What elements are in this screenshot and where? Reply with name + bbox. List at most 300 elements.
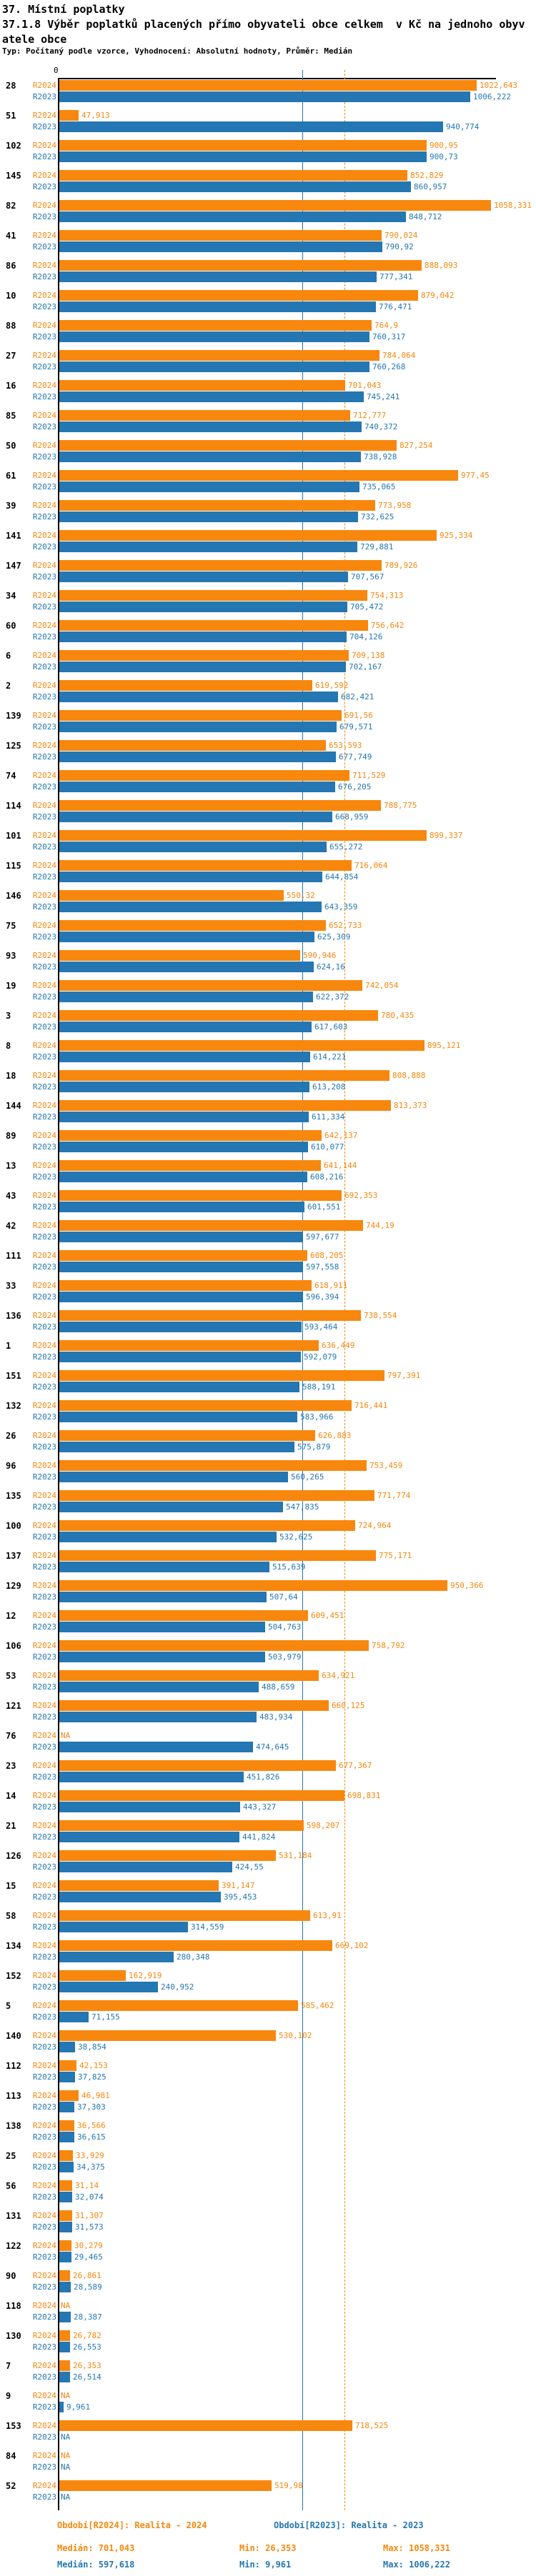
series-label-r2023: R2023 [32, 1832, 56, 1842]
value-label-r2024: 744,19 [366, 1221, 394, 1230]
bar-r2023 [59, 1802, 240, 1812]
series-label-r2024: R2024 [32, 471, 56, 480]
row-id-label: 82 [6, 201, 16, 211]
bar-r2024 [59, 1310, 361, 1321]
row-id-label: 58 [6, 1911, 16, 1921]
series-label-r2023: R2023 [32, 2012, 56, 2022]
row-id-label: 125 [6, 741, 21, 751]
series-label-r2024: R2024 [32, 801, 56, 810]
chart-row [0, 1550, 536, 1580]
bar-r2023 [59, 1142, 308, 1152]
bar-r2024 [59, 1700, 329, 1711]
row-id-label: 146 [6, 891, 21, 901]
bar-r2024 [59, 380, 345, 391]
row-id-label: 23 [6, 1761, 16, 1771]
series-label-r2024: R2024 [32, 321, 56, 330]
value-label-r2024: 519,98 [274, 2481, 303, 2490]
value-label-r2024: 753,459 [369, 1461, 403, 1470]
row-id-label: 19 [6, 981, 16, 991]
chart-row [0, 710, 536, 740]
row-id-label: 34 [6, 591, 16, 601]
chart-row [0, 1970, 536, 2000]
bar-r2024 [59, 1280, 312, 1291]
value-label-r2024: 30,279 [74, 2241, 103, 2250]
series-label-r2023: R2023 [32, 692, 56, 702]
bar-r2023 [59, 1262, 303, 1272]
value-label-r2023: 547,835 [286, 1502, 319, 1512]
row-id-label: 112 [6, 2061, 21, 2071]
value-label-r2024: 701,043 [348, 381, 382, 390]
row-id-label: 76 [6, 1731, 16, 1741]
bar-r2023 [59, 2372, 70, 2382]
bar-r2024 [59, 2420, 352, 2431]
row-id-label: 131 [6, 2211, 21, 2221]
value-label-r2023: 610,077 [311, 1142, 344, 1152]
series-label-r2023: R2023 [32, 92, 56, 101]
value-label-r2023: 617,603 [314, 1022, 348, 1032]
value-label-r2023: 777,341 [379, 272, 413, 281]
bar-r2023 [59, 2192, 72, 2202]
row-id-label: 102 [6, 141, 21, 151]
bar-r2023 [59, 692, 338, 702]
bar-r2023 [59, 842, 327, 852]
value-label-r2024: 1022,643 [480, 81, 517, 90]
series-label-r2023: R2023 [32, 2102, 56, 2112]
value-label-r2023: 441,824 [242, 1832, 276, 1842]
bar-r2023 [59, 1052, 310, 1062]
series-label-r2023: R2023 [32, 1952, 56, 1962]
series-label-r2024: R2024 [32, 651, 56, 660]
value-label-r2023: 608,216 [310, 1172, 344, 1182]
series-label-r2023: R2023 [32, 332, 56, 341]
value-label-r2024: 738,554 [364, 1311, 397, 1320]
bar-r2023 [59, 2312, 71, 2322]
value-label-r2024: 698,831 [347, 1791, 381, 1800]
value-label-r2024: 797,391 [387, 1371, 421, 1380]
series-label-r2023: R2023 [32, 452, 56, 461]
bar-r2023 [59, 2252, 71, 2262]
series-label-r2024: R2024 [32, 1041, 56, 1050]
value-label-r2023: 34,375 [76, 2162, 105, 2172]
series-label-r2024: R2024 [32, 1521, 56, 1530]
series-label-r2023: R2023 [32, 962, 56, 972]
series-label-r2024: R2024 [32, 2211, 56, 2220]
row-id-label: 27 [6, 351, 16, 361]
row-id-label: 129 [6, 1581, 21, 1591]
value-label-r2023: 596,394 [306, 1292, 339, 1302]
series-label-r2024: R2024 [32, 141, 56, 150]
value-label-r2023: 488,659 [262, 1682, 295, 1692]
title-line1: 37. Místní poplatky [2, 3, 125, 16]
series-label-r2023: R2023 [32, 2312, 56, 2322]
row-id-label: 43 [6, 1191, 16, 1201]
series-label-r2024: R2024 [32, 1971, 56, 1980]
value-label-r2024: 788,775 [384, 801, 417, 810]
row-id-label: 51 [6, 111, 16, 121]
bar-r2024 [59, 1250, 307, 1261]
bar-r2024 [59, 2240, 71, 2251]
series-label-r2024: R2024 [32, 171, 56, 180]
chart-row [0, 2450, 536, 2480]
bar-r2023 [59, 2012, 89, 2022]
value-label-r2023: 31,573 [75, 2222, 104, 2232]
series-label-r2024: R2024 [32, 921, 56, 930]
value-label-r2023: 28,387 [74, 2312, 102, 2322]
series-label-r2024: R2024 [32, 291, 56, 300]
series-label-r2024: R2024 [32, 621, 56, 630]
row-id-label: 141 [6, 531, 21, 541]
value-label-r2023: 745,241 [367, 392, 400, 401]
chart-row [0, 1250, 536, 1280]
value-label-r2023: 593,464 [304, 1322, 338, 1332]
value-label-r2024: 31,307 [75, 2211, 104, 2220]
bar-r2023 [59, 91, 470, 102]
series-label-r2023: R2023 [32, 2372, 56, 2382]
legend-period-r2023: Období[R2023]: Realita - 2023 [274, 2520, 424, 2530]
value-label-r2023: 702,167 [349, 662, 382, 672]
series-label-r2024: R2024 [32, 951, 56, 960]
series-label-r2024: R2024 [32, 1461, 56, 1470]
legend-min-r2024: Min: 26,353 [239, 2543, 297, 2553]
series-label-r2024: R2024 [32, 771, 56, 780]
series-label-r2024: R2024 [32, 1071, 56, 1080]
value-label-r2023: 679,571 [339, 722, 373, 732]
bar-r2024 [59, 2480, 272, 2491]
series-label-r2023: R2023 [32, 752, 56, 762]
series-label-r2023: R2023 [32, 2252, 56, 2262]
series-label-r2023: R2023 [32, 1682, 56, 1692]
series-label-r2023: R2023 [32, 932, 56, 942]
series-label-r2024: R2024 [32, 1311, 56, 1320]
row-id-label: 139 [6, 711, 21, 721]
value-label-r2023: 395,453 [224, 1892, 257, 1902]
series-label-r2024: R2024 [32, 2181, 56, 2190]
value-label-r2024: 652,733 [329, 921, 362, 930]
series-label-r2023: R2023 [32, 122, 56, 131]
row-id-label: 122 [6, 2241, 21, 2251]
series-label-r2024: R2024 [32, 1761, 56, 1770]
chart-row [0, 2120, 536, 2150]
series-label-r2023: R2023 [32, 722, 56, 732]
series-label-r2023: R2023 [32, 2042, 56, 2052]
series-label-r2024: R2024 [32, 981, 56, 990]
bar-r2023 [59, 1592, 267, 1602]
value-label-r2024: 827,254 [399, 441, 433, 450]
bar-r2023 [59, 752, 336, 762]
row-id-label: 136 [6, 1311, 21, 1321]
chart-row [0, 1010, 536, 1040]
chart-row [0, 2030, 536, 2060]
chart-row [0, 2060, 536, 2090]
series-label-r2024: R2024 [32, 1641, 56, 1650]
series-label-r2023: R2023 [32, 1472, 56, 1482]
bar-r2024 [59, 2120, 74, 2131]
row-id-label: 10 [6, 291, 16, 301]
value-label-r2023: 38,854 [78, 2042, 106, 2052]
value-label-r2023: 735,065 [362, 482, 396, 491]
value-label-r2023: 443,327 [243, 1802, 277, 1812]
row-id-label: 152 [6, 1971, 21, 1981]
value-label-r2024: 531,184 [279, 1851, 312, 1860]
bar-r2023 [59, 2132, 74, 2142]
bar-r2023 [59, 1982, 158, 1992]
series-label-r2023: R2023 [32, 1262, 56, 1272]
bar-r2024 [59, 1490, 374, 1501]
series-label-r2023: R2023 [32, 1112, 56, 1122]
series-label-r2023: R2023 [32, 542, 56, 551]
value-label-r2024: 754,313 [370, 591, 404, 600]
row-id-label: 16 [6, 381, 16, 391]
bar-r2024 [59, 1400, 352, 1411]
value-label-r2024: 764,9 [374, 321, 399, 330]
chart-row [0, 1610, 536, 1640]
bar-r2024 [59, 1610, 308, 1621]
value-label-r2024: 724,964 [358, 1521, 392, 1530]
series-label-r2023: R2023 [32, 362, 56, 371]
bar-r2024 [59, 860, 352, 871]
row-id-label: 53 [6, 1671, 16, 1681]
bar-r2023 [59, 1202, 304, 1212]
series-label-r2023: R2023 [32, 1862, 56, 1872]
row-id-label: 5 [6, 2001, 11, 2011]
series-label-r2024: R2024 [32, 1341, 56, 1350]
value-label-r2023: 760,317 [372, 332, 406, 341]
value-label-r2023: 1006,222 [473, 92, 511, 101]
value-label-r2024: 33,929 [76, 2151, 104, 2160]
value-label-r2023: 26,514 [73, 2372, 101, 2382]
series-label-r2024: R2024 [32, 1881, 56, 1890]
series-label-r2023: R2023 [32, 1562, 56, 1572]
chart-row [0, 470, 536, 500]
chart-row [0, 950, 536, 980]
value-label-r2024: 775,171 [379, 1551, 412, 1560]
bar-r2023 [59, 962, 314, 972]
series-label-r2024: R2024 [32, 861, 56, 870]
bar-r2023 [59, 1382, 299, 1392]
value-label-r2023: 644,854 [325, 872, 359, 882]
bar-r2023 [59, 601, 347, 612]
row-id-label: 121 [6, 1701, 21, 1711]
bar-r2024 [59, 1820, 304, 1831]
chart-row [0, 380, 536, 410]
value-label-r2024: 660,125 [332, 1701, 365, 1710]
chart-row [0, 860, 536, 890]
series-label-r2024: R2024 [32, 2061, 56, 2070]
value-label-r2023: 504,763 [268, 1622, 302, 1632]
series-label-r2023: R2023 [32, 872, 56, 882]
value-label-r2024: 619,592 [315, 681, 349, 690]
series-label-r2024: R2024 [32, 231, 56, 240]
series-label-r2023: R2023 [32, 2342, 56, 2352]
series-label-r2024: R2024 [32, 2481, 56, 2490]
chart-row [0, 1790, 536, 1820]
bar-r2023 [59, 2162, 74, 2172]
series-label-r2024: R2024 [32, 2451, 56, 2460]
chart-row [0, 2360, 536, 2390]
legend-median-r2024: Medián: 701,043 [57, 2543, 135, 2553]
value-label-r2023: 682,421 [341, 692, 374, 702]
row-id-label: 75 [6, 921, 16, 931]
series-label-r2024: R2024 [32, 1161, 56, 1170]
series-label-r2024: R2024 [32, 1611, 56, 1620]
chart-row [0, 1640, 536, 1670]
value-label-r2023: 790,92 [385, 242, 414, 251]
series-label-r2023: R2023 [32, 992, 56, 1002]
series-label-r2023: R2023 [32, 422, 56, 431]
bar-r2023 [59, 1682, 259, 1692]
series-label-r2023: R2023 [32, 662, 56, 672]
value-label-r2024: 742,054 [365, 981, 399, 990]
value-label-r2023: 732,625 [361, 512, 394, 521]
bar-r2024 [59, 1430, 315, 1441]
series-label-r2023: R2023 [32, 1352, 56, 1362]
value-label-r2024: 677,367 [339, 1761, 372, 1770]
bar-r2023 [59, 722, 337, 732]
legend-min-r2023: Min: 9,961 [239, 2560, 292, 2570]
series-label-r2024: R2024 [32, 81, 56, 90]
value-label-r2024: 26,861 [73, 2271, 101, 2280]
value-label-r2023: 860,957 [414, 182, 447, 191]
bar-r2023 [59, 211, 406, 222]
series-label-r2024: R2024 [32, 1491, 56, 1500]
chart-row [0, 2330, 536, 2360]
series-label-r2024: R2024 [32, 1731, 56, 1740]
bar-r2024 [59, 530, 437, 541]
bar-r2024 [59, 590, 367, 601]
bar-r2023 [59, 2222, 72, 2232]
bar-r2024 [59, 1550, 376, 1561]
chart-row [0, 1220, 536, 1250]
value-label-r2024: NA [61, 1731, 71, 1740]
bar-r2023 [59, 992, 313, 1002]
series-label-r2023: R2023 [32, 212, 56, 221]
bar-r2024 [59, 440, 397, 451]
value-label-r2024: 590,946 [303, 951, 337, 960]
bar-r2023 [59, 151, 427, 162]
series-label-r2024: R2024 [32, 1551, 56, 1560]
bar-r2023 [59, 511, 358, 522]
value-label-r2023: 314,559 [191, 1922, 224, 1932]
value-label-r2023: 611,334 [312, 1112, 345, 1122]
series-label-r2023: R2023 [32, 2282, 56, 2292]
value-label-r2024: 530,102 [279, 2031, 312, 2040]
row-id-label: 89 [6, 1131, 16, 1141]
series-label-r2023: R2023 [32, 1742, 56, 1752]
bar-r2024 [59, 1580, 447, 1591]
chart-row [0, 2390, 536, 2420]
series-label-r2023: R2023 [32, 2222, 56, 2232]
bar-r2024 [59, 110, 79, 121]
value-label-r2023: 575,879 [297, 1442, 331, 1452]
value-label-r2024: 709,138 [352, 651, 385, 660]
chart-row [0, 1580, 536, 1610]
chart-row [0, 2420, 536, 2450]
bar-r2024 [59, 2000, 298, 2011]
bar-r2024 [59, 650, 349, 661]
chart-row [0, 1820, 536, 1850]
bar-r2023 [59, 631, 347, 642]
value-label-r2024: 653,593 [329, 741, 362, 750]
chart-row [0, 170, 536, 200]
row-id-label: 15 [6, 1881, 16, 1891]
chart-row [0, 200, 536, 230]
value-label-r2023: 532,625 [279, 1532, 313, 1542]
bar-r2023 [59, 481, 359, 492]
bar-r2024 [59, 740, 326, 751]
bar-r2024 [59, 410, 350, 421]
series-label-r2023: R2023 [32, 2162, 56, 2172]
row-id-label: 145 [6, 171, 21, 181]
row-id-label: 147 [6, 561, 21, 571]
series-label-r2024: R2024 [32, 1281, 56, 1290]
legend-max-r2024: Max: 1058,331 [383, 2543, 450, 2553]
bar-r2023 [59, 1292, 303, 1302]
bar-r2023 [59, 1112, 309, 1122]
bar-r2023 [59, 2072, 75, 2082]
chart-row [0, 260, 536, 290]
chart-row [0, 1670, 536, 1700]
row-id-label: 13 [6, 1161, 16, 1171]
value-label-r2024: 692,353 [344, 1191, 378, 1200]
value-label-r2024: 780,435 [381, 1011, 415, 1020]
value-label-r2024: 852,829 [410, 171, 444, 180]
row-id-label: 144 [6, 1101, 21, 1111]
chart-row [0, 1880, 536, 1910]
row-id-label: 25 [6, 2151, 16, 2161]
bar-r2024 [59, 2060, 76, 2071]
title-line2: 37.1.8 Výběr poplatků placených přímo obyvateli obce celkem v Kč na jednoho obyvatele obce [2, 18, 525, 46]
bar-r2024 [59, 830, 427, 841]
chart-row [0, 1370, 536, 1400]
series-label-r2024: R2024 [32, 1431, 56, 1440]
value-label-r2023: 28,589 [74, 2282, 102, 2292]
bar-r2023 [59, 1712, 257, 1722]
bar-r2024 [59, 770, 349, 781]
bar-r2023 [59, 1832, 239, 1842]
chart-row [0, 110, 536, 140]
bar-r2024 [59, 1640, 369, 1651]
row-id-label: 74 [6, 771, 16, 781]
series-label-r2024: R2024 [32, 2361, 56, 2370]
bar-r2023 [59, 1622, 265, 1632]
series-label-r2023: R2023 [32, 1232, 56, 1242]
bar-r2024 [59, 1220, 363, 1231]
series-label-r2024: R2024 [32, 2271, 56, 2280]
chart-row [0, 1490, 536, 1520]
chart-row [0, 830, 536, 860]
x-axis-line [58, 78, 496, 79]
value-label-r2023: 560,265 [291, 1472, 324, 1482]
series-label-r2024: R2024 [32, 441, 56, 450]
row-id-label: 134 [6, 1941, 21, 1951]
series-label-r2024: R2024 [32, 1371, 56, 1380]
value-label-r2023: 592,079 [304, 1352, 337, 1362]
bar-r2024 [59, 200, 491, 211]
value-label-r2024: NA [61, 2451, 71, 2460]
value-label-r2023: 424,55 [235, 1862, 264, 1872]
chart-row [0, 1460, 536, 1490]
bar-r2024 [59, 290, 418, 301]
row-id-label: 93 [6, 951, 16, 961]
series-label-r2023: R2023 [32, 1502, 56, 1512]
row-id-label: 18 [6, 1071, 16, 1081]
bar-r2023 [59, 1742, 253, 1752]
value-label-r2024: 758,792 [372, 1641, 405, 1650]
chart-row [0, 740, 536, 770]
chart-row [0, 410, 536, 440]
value-label-r2023: 483,934 [259, 1712, 293, 1722]
series-label-r2023: R2023 [32, 1022, 56, 1032]
